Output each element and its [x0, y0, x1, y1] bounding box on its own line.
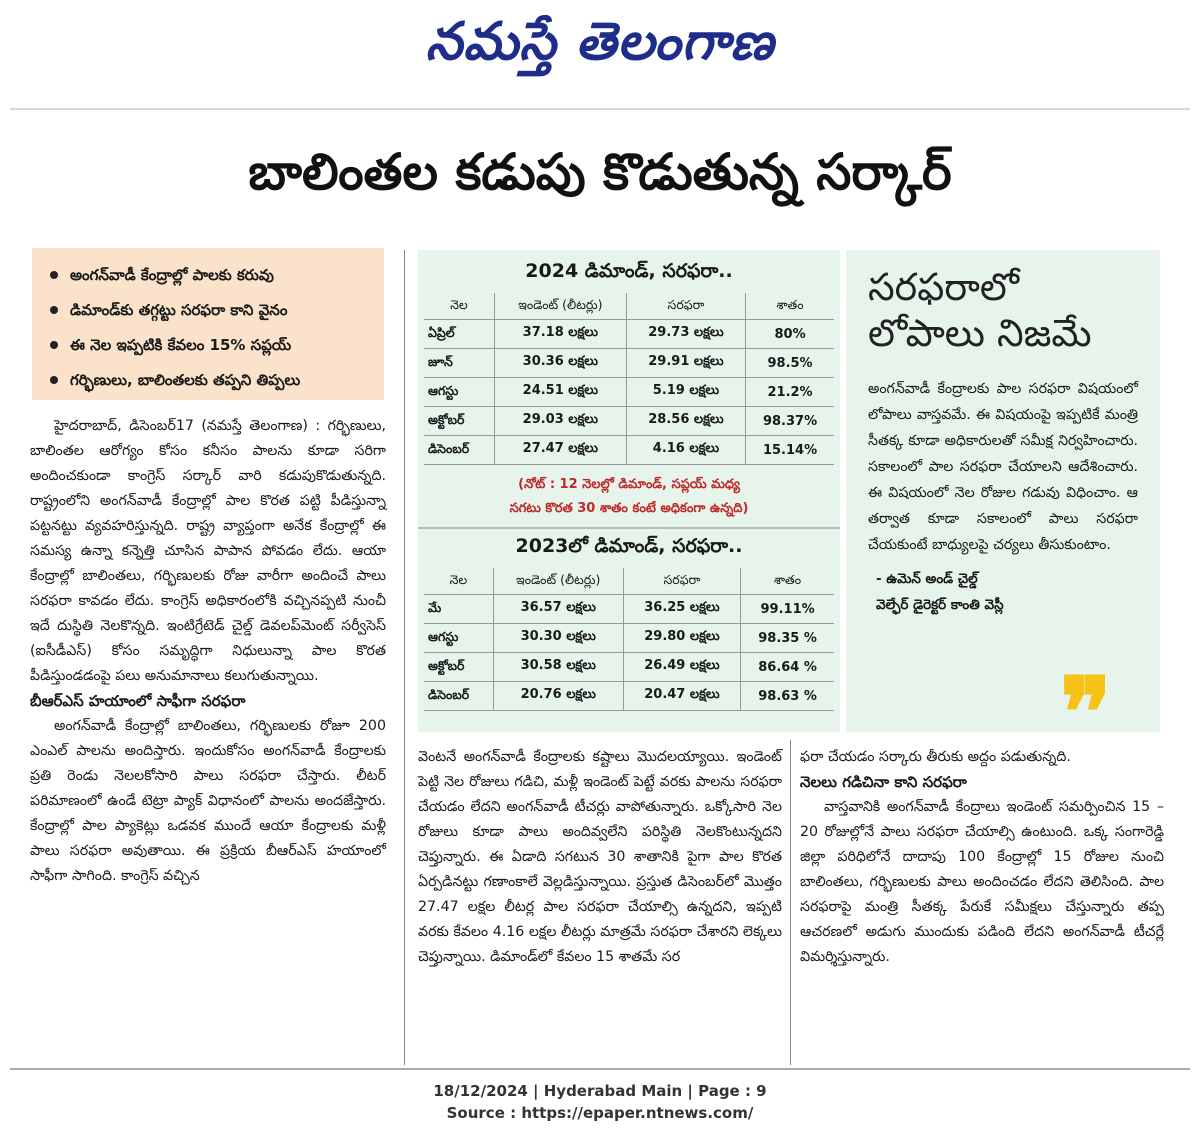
highlights-box: [32, 248, 384, 400]
bullet-icon: [50, 341, 58, 349]
highlight-item: అంగన్‌వాడీ కేంద్రాల్లో పాలకు కరువు: [44, 258, 376, 293]
table-row: ఏప్రిల్ 37.18 లక్షలు 29.73 లక్షలు 80%: [424, 320, 834, 349]
masthead: [0, 0, 1200, 95]
article-paragraph: హైదరాబాద్, డిసెంబర్17 (నమస్తే తెలంగాణ) : గర్భిణులు, బాలింతల ఆరోగ్యం కోసం కనీసం పాలను కూడా సరిగా అందించకుండా కాంగ్రెస్ సర్కార్ వారి కడుపుకొడుతున్నది. రాష్ట్రంలోని అంగన్‌వాడీ కేంద్రాల్లో పాల కొరత పట్టి పీడిస్తున్నా పట్టనట్టు వ్యవహరిస్తున్నది. రాష్ట్ర వ్యాప్తంగా అనేక కేంద్రాల్లో ఈ సమస్య ఉన్నా కన్నెత్తి చూసిన పాపాన పోవడం లేదు. ఆయా కేంద్రాల్లో బాలింతలు, గర్భిణులకు రోజు వారీగా అందించే పాలు సరఫరా కావడం లేదు. కాంగ్రెస్ అధికారంలోకి వచ్చినప్పటి నుంచీ ఇదే దుస్థితి నెలకొన్నది. ఇంటిగ్రేటెడ్ చైల్డ్ డెవలప్‌మెంట్ సర్వీసెస్ (ఐసీడీఎస్) కోసం సమృద్ధిగా నిధులున్నా పాల కొరత పీడిస్తుండడంపై పలు అనుమానాలు కలుగుతున్నాయి.: [30, 418, 386, 684]
table-row: డిసెంబర్ 27.47 లక్షలు 4.16 లక్షలు 15.14%: [424, 436, 834, 465]
highlight-item: డిమాండ్‌కు తగ్గట్టు సరఫరా కాని వైనం: [44, 293, 376, 328]
table-row: డిసెంబర్ 20.76 లక్షలు 20.47 లక్షలు 98.63 %: [424, 682, 834, 711]
table-divider: [418, 527, 840, 529]
masthead-logo: నమస్తే తెలంగాణ: [425, 10, 775, 72]
table-note: (నోట్ : 12 నెలల్లో డిమాండ్, సప్లయ్ మధ్య సగటు కొరత 30 శాతం కంటే అధికంగా ఉన్నది): [509, 477, 749, 516]
statement-attribution: - ఉమెన్ అండ్ చైల్డ్ వెల్ఫేర్ డైరెక్టర్ కాంతి వెస్లీ: [876, 571, 1004, 613]
statement-body: అంగన్‌వాడీ కేంద్రాలకు పాల సరఫరా విషయంలో లోపాలు వాస్తవమే. ఈ విషయంపై ఇప్పటికే మంత్రి సీతక్క కూడా అధికారులతో సమీక్ష నిర్వహించారు. సకాలంలో పాల సరఫరా చేయాలని ఆదేశించారు. ఈ విషయంలో నెల రోజుల గడువు విధించాం. ఆ తర్వాత కూడా సకాలంలో పాలు సరఫరా చేయకుంటే బాధ్యులపై చర్యలు తీసుకుంటాం.: [868, 381, 1138, 553]
article-column-2: [418, 745, 782, 1065]
table-header: నెల: [424, 568, 494, 595]
footer: [0, 1080, 1200, 1124]
table-row: ఆగస్టు 24.51 లక్షలు 5.19 లక్షలు 21.2%: [424, 378, 834, 407]
table-row: ఆగస్టు 30.30 లక్షలు 29.80 లక్షలు 98.35 %: [424, 624, 834, 653]
statement-title: సరఫరాలో లోపాలు నిజమే: [868, 265, 1092, 355]
table-2023: [424, 568, 834, 711]
table-header: సరఫరా: [624, 568, 741, 595]
table-header: ఇండెంట్ (లీటర్లు): [494, 568, 624, 595]
table-header: సరఫరా: [627, 293, 746, 320]
table-row: అక్టోబర్ 30.58 లక్షలు 26.49 లక్షలు 86.64 %: [424, 653, 834, 682]
highlight-item: ఈ నెల ఇప్పటికి కేవలం 15% సప్లయ్: [44, 328, 376, 363]
article-column-3: [800, 745, 1164, 1065]
article-subhead: నెలలు గడిచినా కాని సరఫరా: [800, 773, 967, 791]
column-divider: [790, 740, 791, 1065]
footer-dateline: 18/12/2024 | Hyderabad Main | Page : 9: [433, 1082, 767, 1100]
article-paragraph: వెంటనే అంగన్‌వాడీ కేంద్రాలకు కష్టాలు మొదలయ్యాయి. ఇండెంట్ పెట్టి నెల రోజులు గడిచి, మళ్లీ ఇండెంట్ పెట్టే వరకు పాలను సరఫరా చేయడం లేదని అంగన్‌వాడీ టీచర్లు వాపోతున్నారు. ఒక్కోసారి నెల రోజులు కూడా పాలు అందివ్వలేని పరిస్థితి నెలకొంటున్నదని చెప్తున్నారు. ఈ ఏడాది సగటున 30 శాతానికి పైగా పాల కొరత ఏర్పడినట్టు గణాంకాలే వెల్లడిస్తున్నాయి. ప్రస్తుత డిసెంబర్‌లో మొత్తం 27.47 లక్షల లీటర్ల పాల సరఫరా చేయాల్సి ఉన్నదని, ఇప్పటి వరకు కేవలం 4.16 లక్షల లీటర్లు మాత్రమే సరఫరా చేశారని లెక్కలు చెప్తున్నాయి. డిమాండ్‌లో కేవలం 15 శాతమే సర: [418, 749, 782, 965]
table-2024-title: 2024 డిమాండ్, సరఫరా..: [525, 260, 733, 282]
bullet-icon: [50, 271, 58, 279]
article-column-1: [30, 414, 386, 1064]
data-tables-box: [418, 250, 840, 732]
footer-source: Source : https://epaper.ntnews.com/: [446, 1104, 754, 1122]
quote-icon: ❞: [1060, 656, 1112, 769]
table-row: అక్టోబర్ 29.03 లక్షలు 28.56 లక్షలు 98.37%: [424, 407, 834, 436]
masthead-divider: [10, 108, 1190, 110]
bullet-icon: [50, 376, 58, 384]
highlight-item: గర్భిణులు, బాలింతలకు తప్పని తిప్పలు: [44, 363, 376, 398]
table-2024: [424, 293, 834, 465]
table-header: ఇండెంట్ (లీటర్లు): [495, 293, 627, 320]
headline: బాలింతల కడుపు కొడుతున్న సర్కార్: [248, 142, 952, 201]
table-row: మే 36.57 లక్షలు 36.25 లక్షలు 99.11%: [424, 595, 834, 624]
table-row: జూన్ 30.36 లక్షలు 29.91 లక్షలు 98.5%: [424, 349, 834, 378]
table-header: నెల: [424, 293, 495, 320]
article-paragraph: ఫరా చేయడం సర్కారు తీరుకు అద్దం పడుతున్నది.: [800, 749, 1071, 765]
table-header: శాతం: [741, 568, 834, 595]
table-header: శాతం: [746, 293, 834, 320]
article-subhead: బీఆర్‌ఎస్ హయాంలో సాఫీగా సరఫరా: [30, 692, 246, 710]
column-divider: [404, 250, 405, 1065]
article-paragraph: వాస్తవానికి అంగన్‌వాడీ కేంద్రాలు ఇండెంట్ సమర్పించిన 15 – 20 రోజుల్లోనే పాలు సరఫరా చేయాల్సి ఉంటుంది. ఒక్క సంగారెడ్డి జిల్లా పరిధిలోనే దాదాపు 100 కేంద్రాల్లో 15 రోజుల నుంచి బాలింతలు, గర్భిణులకు పాలు అందించడం లేదని తెలిసింది. పాల సరఫరాపై మంత్రి సీతక్క పేరుకే సమీక్షలు చేస్తున్నారు తప్ప ఆచరణలో అడుగు ముందుకు పడింది లేదని అంగన్‌వాడీ టీచర్లే విమర్శిస్తున్నారు.: [800, 799, 1164, 965]
bullet-icon: [50, 306, 58, 314]
footer-divider: [10, 1068, 1190, 1070]
article-paragraph: అంగన్‌వాడీ కేంద్రాల్లో బాలింతలు, గర్భిణులకు రోజూ 200 ఎంఎల్ పాలను అందిస్తారు. ఇందుకోసం అంగన్‌వాడీ కేంద్రాలకు ప్రతి రెండు నెలలకోసారి పాలు సరఫరా చేస్తారు. లీటర్ పరిమాణంలో ఉండే టెట్రా ప్యాక్ విధానంలో పాలను అందజేస్తారు. కేంద్రాల్లో పాల ప్యాకెట్లు ఒడవక ముందే ఆయా కేంద్రాలకు మళ్లీ పాలు సరఫరా అవుతాయి. ఈ ప్రక్రియ బీఆర్‌ఎస్ హయాంలో సాఫీగా సాగింది. కాంగ్రెస్ వచ్చిన: [30, 718, 386, 884]
table-2023-title: 2023లో డిమాండ్, సరఫరా..: [515, 535, 743, 557]
